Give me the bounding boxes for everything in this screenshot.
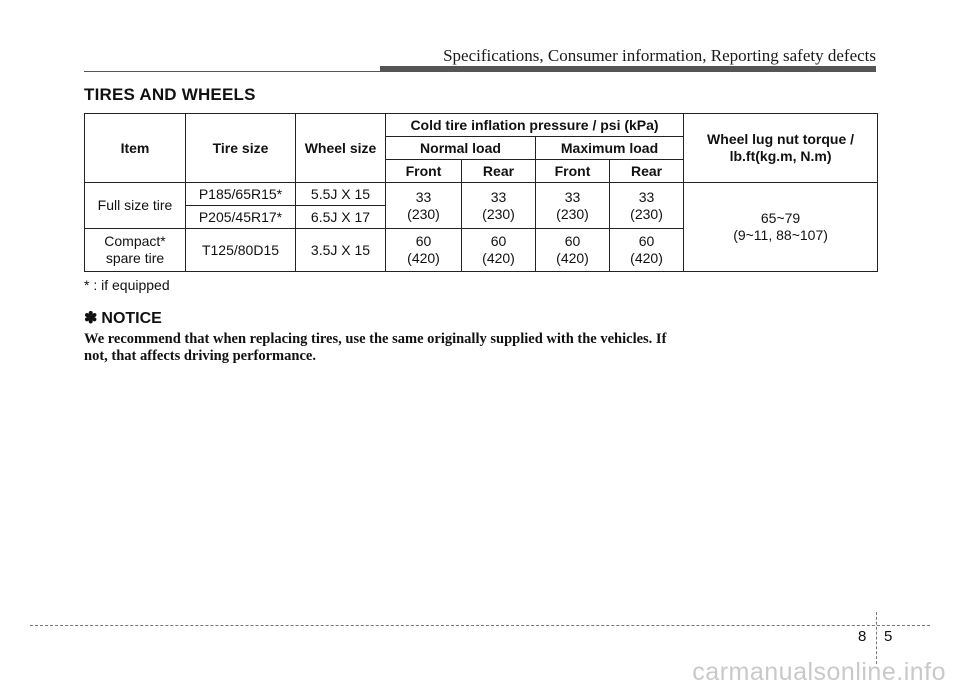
header-tire-size: Tire size xyxy=(186,114,296,183)
lug-torque-lbft: 65~79 xyxy=(760,210,801,226)
notice-body xyxy=(84,331,744,365)
header-maximum-load: Maximum load xyxy=(536,137,684,160)
psi-value: 60 xyxy=(490,233,507,249)
page-number: 5 xyxy=(884,628,893,645)
notice-body-line2: not, that affects driving performance. xyxy=(84,348,316,364)
full-size-wheel-size-1: 5.5J X 15 xyxy=(296,183,386,206)
psi-value: 60 xyxy=(564,233,581,249)
psi-value: 60 xyxy=(415,233,432,249)
psi-value: 60 xyxy=(638,233,655,249)
compact-max-front xyxy=(536,229,610,272)
header-wheel-size: Wheel size xyxy=(296,114,386,183)
header-cold-pressure: Cold tire inflation pressure / psi (kPa) xyxy=(386,114,684,137)
page-divider xyxy=(876,612,877,664)
kpa-value: (420) xyxy=(556,250,589,266)
watermark: carmanualsonline.info xyxy=(692,658,946,686)
full-size-wheel-size-2: 6.5J X 17 xyxy=(296,206,386,229)
compact-item-line1: Compact* xyxy=(104,233,166,249)
notice-star-icon: ✽ xyxy=(84,310,98,327)
full-size-tire-size-1: P185/65R15* xyxy=(186,183,296,206)
notice-body-line1: We recommend that when replacing tires, use the same originally supplied with the vehicles. If xyxy=(84,331,667,347)
bottom-rule xyxy=(30,625,930,626)
notice-title xyxy=(84,308,162,328)
full-size-normal-front xyxy=(386,183,462,229)
compact-item xyxy=(85,229,186,272)
compact-normal-rear xyxy=(462,229,536,272)
header-lug-torque-line1: Wheel lug nut torque / xyxy=(707,131,855,147)
header-item: Item xyxy=(85,114,186,183)
compact-tire-size: T125/80D15 xyxy=(186,229,296,272)
psi-value: 33 xyxy=(638,188,655,205)
kpa-value: (420) xyxy=(407,250,440,266)
psi-value: 33 xyxy=(564,188,581,205)
header-lug-torque-line2: lb.ft(kg.m, N.m) xyxy=(729,148,832,164)
page-header-title: Specifications, Consumer information, Reporting safety defects xyxy=(443,46,876,65)
header-normal-rear: Rear xyxy=(462,160,536,183)
full-size-tire-size-2: P205/45R17* xyxy=(186,206,296,229)
page-chapter: 8 xyxy=(858,628,867,645)
kpa-value: (230) xyxy=(556,205,589,222)
footnote: * : if equipped xyxy=(84,277,170,293)
section-title: TIRES AND WHEELS xyxy=(84,85,256,104)
compact-normal-front xyxy=(386,229,462,272)
full-size-normal-rear xyxy=(462,183,536,229)
compact-item-line2: spare tire xyxy=(105,250,165,266)
psi-value: 33 xyxy=(490,188,507,205)
kpa-value: (420) xyxy=(482,250,515,266)
header-lug-torque xyxy=(684,114,878,183)
header-max-rear: Rear xyxy=(610,160,684,183)
kpa-value: (230) xyxy=(630,205,663,222)
kpa-value: (230) xyxy=(407,205,440,222)
full-size-max-front xyxy=(536,183,610,229)
header-max-front: Front xyxy=(536,160,610,183)
kpa-value: (230) xyxy=(482,205,515,222)
notice-title-text: NOTICE xyxy=(101,310,162,327)
header-rule-thin xyxy=(84,71,876,72)
lug-torque-value xyxy=(684,183,878,272)
full-size-max-rear xyxy=(610,183,684,229)
full-size-item: Full size tire xyxy=(85,183,186,229)
kpa-value: (420) xyxy=(630,250,663,266)
tires-wheels-table xyxy=(84,113,878,272)
compact-wheel-size: 3.5J X 15 xyxy=(296,229,386,272)
header-normal-front: Front xyxy=(386,160,462,183)
lug-torque-metric: (9~11, 88~107) xyxy=(733,227,828,243)
psi-value: 33 xyxy=(415,188,432,205)
compact-max-rear xyxy=(610,229,684,272)
header-normal-load: Normal load xyxy=(386,137,536,160)
